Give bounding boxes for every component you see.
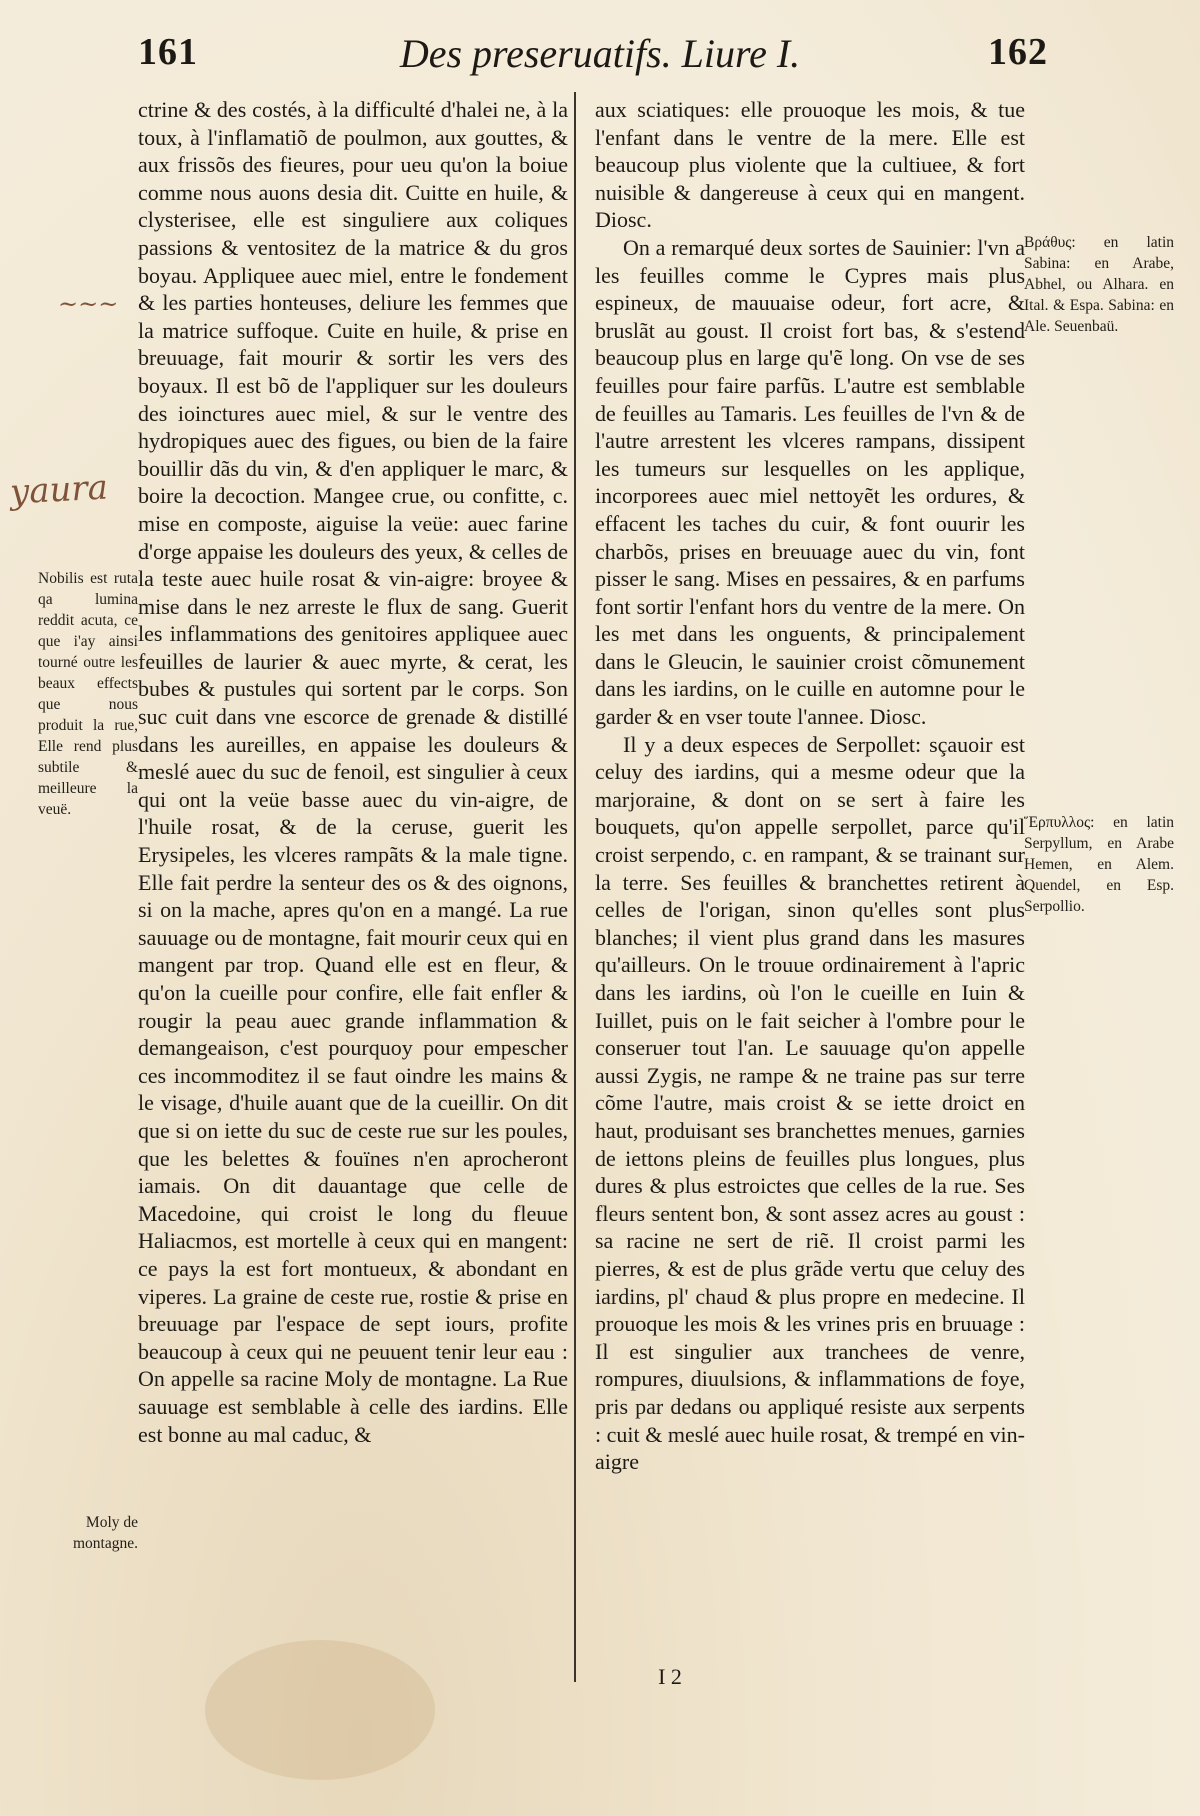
right-paragraph-3: Il y a deux especes de Serpollet: sçauoir est celuy des iardins, qui a mesme odeur que la marjoraine, & dont on se sert à faire les bouquets, qu'on appelle serpollet, parce qu'il croist serpendo, c. en rampant, & se trainant sur la terre. Ses feuilles & branchettes retirent à celles de l'origan, sinon qu'elles sont plus blanches; il vient plus grand dans les masures qu'ailleurs. On le trouue ordinairement à l'apric dans les iardins, où l'on le cueille en Iuin & Iuillet, puis on le fait seicher à l'ombre pour le conseruer tout l'an. Le sauuage qu'on appelle aussi Zygis, ne rampe & ne traine pas sur terre cõme l'autre, mais croist & se iette droict en haut, produisant ses branchettes menues, garnies de iettons pleins de feuilles plus longues, plus dures & plus estroictes que celles de la rue. Ses fleurs sentent bon, & sont assez acres au goust : sa racine ne sert de riẽ. Il croist parmi les pierres, & est de plus grãde vertu que celuy des iardins, pl' chaud & plus propre en medecine. Il prouoque les mois & les vrines pris en bruuage : Il est singulier aux tranchees de venre, rompures, diuulsions, & inflammations de foye, pris par dedans ou appliqué resiste aux serpents : cuit & meslé auec huile rosat, & trempé en vin-aigre [595, 731, 1025, 1475]
handwritten-scribble: ~~~ [58, 290, 119, 318]
column-divider [574, 92, 576, 1682]
right-paragraph-2: On a remarqué deux sortes de Sauinier: l'vn a les feuilles comme le Cypres mais plus espineux, de mauuaise odeur, fort acre, & bruslãt au goust. Il croist fort bas, & s'estend beaucoup plus en large qu'ẽ long. On vse de ses feuilles pour faire parfũs. L'autre est semblable de feuilles au Tamaris. Les feuilles de l'vn & de l'autre arrestent les vlceres rampans, dissipent les tumeurs sur lesquelles on les applique, incorporees auec miel nettoyẽt les ordures, & effacent les taches du cuir, & font ouurir les charbõs, prises en breuuage auec du vin, font pisser le sang. Mises en pessaires, & en parfums font sortir l'enfant hors du ventre de la mere. On les met dans les onguents, & principalement dans le Gleucin, le sauinier croist cõmunement dans les iardins, on le cuille en automne pour le garder & en vser toute l'annee. Diosc. [595, 234, 1025, 730]
paper-stain [205, 1640, 435, 1780]
right-margin-note-sabina: Βράθυς: en latin Sabina: en Arabe, Abhel, ou Alhara. en Ital. & Espa. Sabina: en Ale. Seuenbaü. [1024, 234, 1174, 335]
right-margin-note-serpyllum: Ἕρπυλλος: en latin Serpyllum, en Arabe Hemen, en Alem. Quendel, en Esp. Serpollio. [1024, 814, 1174, 915]
signature-mark: I 2 [658, 1664, 682, 1689]
left-paragraph-1: ctrine & des costés, à la difficulté d'halei ne, à la toux, à l'inflamatiõ de poulmon, aux gouttes, & aux frissõs des fieures, pour ueu qu'on la boiue comme nous auons desia dit. Cuitte en huile, & clysterisee, elle est singuliere aux coliques passions & ventositez de la matrice & du gros boyau. Appliquee auec miel, entre le fondement & les parties honteuses, deliure les femmes que la matrice suffoque. Cuite en huile, & prise en breuuage, fait mourir & sortir les vers des boyaux. Il est bõ de l'appliquer sur les douleurs des ioinctures auec miel, & sur le ventre des hydropiques auec des figues, ou bien de la faire bouillir dãs du vin, & d'en appliquer le marc, & boire la decoction. Mangee crue, ou confitte, c. mise en composte, aiguise la veüe: auec farine d'orge appaise les douleurs des yeux, & celles de la teste auec huile rosat & vin-aigre: broyee & mise dans le nez arreste le flux de sang. Guerit les inflammations des genitoires appliquee auec feuilles de laurier & auec myrte, & cerat, les bubes & pustules qui sortent par le corps. Son suc cuit dans vne escorce de grenade & distillé dans les aureilles, en appaise les douleurs & meslé auec du suc de fenoil, est singulier à ceux qui ont la veüe basse auec du vin-aigre, de l'huile rosat, & de la ceruse, guerit les Erysipeles, les vlceres rampãts & la male tigne. Elle fait perdre la senteur des os & des oignons, si on la mache, apres qu'on en a mangé. La rue sauuage ou de montagne, fait mourir ceux qui en mangent par trop. Quand elle est en fleur, & qu'on la cueille pour confire, elle fait enfler & rougir la peau auec grande inflammation & demangeaison, c'est pourquoy pour empescher ces incommoditez il se faut oindre les mains & le visage, d'huile auant que de la cueillir. On dit que si on iette du suc de ceste rue sur les poules, que les belettes & fouïnes n'en aprocheront iamais. On dit dauantage que celle de Macedoine, qui croist le long du fleuue Haliacmos, est mortelle à ceux qui en mangent: ce pays la est fort montueux, & abondant en viperes. La graine de ceste rue, rostie & prise en breuuage par l'espace de sept iours, profite beaucoup à ceux qui ne peuuent tenir leur eau : On appelle sa racine Moly de montagne. La Rue sauuage est semblable à celle des iardins. Elle est bonne au mal caduc, & [138, 97, 568, 1447]
running-title: Des preseruatifs. Liure I. [399, 31, 801, 76]
right-text-column [595, 96, 1025, 1476]
page-header [0, 30, 1200, 90]
left-margin-note-ruta: Nobilis est ruta qa lumina reddit acuta, ce que i'ay ainsi tourné outre les beaux effects que nous produit la rue, Elle rend plus subtile & meilleure la veuë. [38, 570, 138, 818]
left-page-number: 161 [138, 31, 198, 73]
right-paragraph-1: aux sciatiques: elle prouoque les mois, & tue l'enfant dans le ventre de la mere. Elle est beaucoup plus violente que la cultiuee, & fort nuisible & dangereuse à ceux qui en mangent. Diosc. [595, 97, 1025, 233]
left-margin-note-moly: Moly de montagne. [73, 1514, 138, 1552]
left-text-column [138, 96, 568, 1448]
handwritten-annotation: yaura [9, 467, 109, 513]
right-page-number: 162 [988, 31, 1048, 73]
